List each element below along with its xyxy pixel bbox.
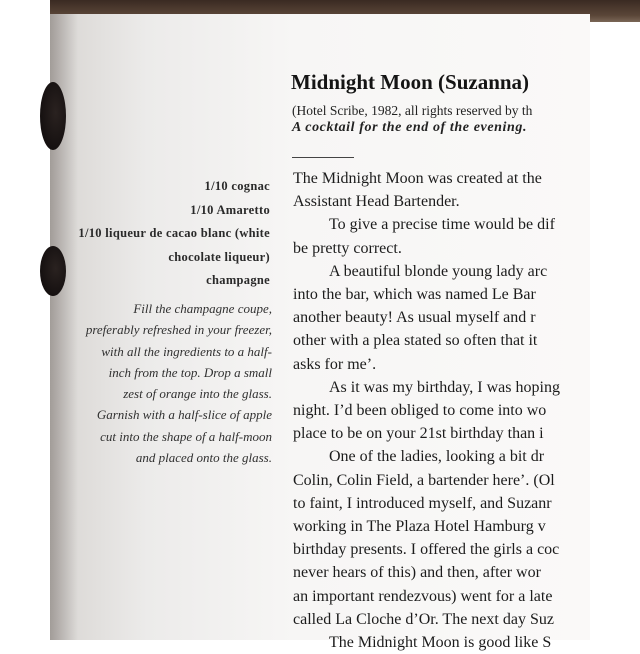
ingredient-line: chocolate liqueur) [168,249,270,264]
body-line: As it was my birthday, I was hoping [329,378,560,396]
body-line: working in The Plaza Hotel Hamburg v [293,518,546,536]
body-line: place to be on your 21st birthday than i [293,425,544,443]
body-line: A beautiful blonde young lady arc [329,262,548,280]
ingredient-line: 1/10 cognac [204,179,270,193]
body-line: asks for me’. [293,355,377,373]
recipe-tagline: A cocktail for the end of the evening. [292,120,528,135]
recipe-title: Midnight Moon (Suzanna) [291,70,530,94]
body-line: Colin, Colin Field, a bartender here’. (Ol [293,471,555,489]
story-body-text [293,167,590,654]
body-line: called La Cloche d’Or. The next day Suz [293,610,554,628]
instruction-line: Fill the champagne coupe, [133,301,272,316]
body-line: Assistant Head Bartender. [293,193,460,211]
instruction-line: with all the ingredients to a half- [101,343,272,359]
body-line: One of the ladies, looking a bit dr [329,448,545,466]
body-line: never hears of this) and then, after wor [293,564,541,582]
body-line: other with a plea stated so often that it [293,332,538,350]
instruction-line: inch from the top. Drop a small [108,364,272,380]
instruction-line: and placed onto the glass. [135,450,272,466]
divider-rule [292,157,354,158]
body-line: be pretty correct. [293,239,402,257]
body-line: into the bar, which was named Le Bar [293,286,536,304]
instruction-line: zest of orange into the glass. [123,386,272,402]
body-line: The Midnight Moon was created at the [293,170,542,187]
instruction-line: Garnish with a half-slice of apple [96,407,272,423]
body-line: to faint, I introduced myself, and Suzanr [293,494,552,512]
ingredient-line: 1/10 Amaretto [190,202,270,217]
instruction-line: cut into the shape of a half-moon [100,428,272,444]
ingredient-line: 1/10 liqueur de cacao blanc (white [78,226,270,240]
body-line: night. I’d been obliged to come into wo [293,402,547,420]
recipe-source: (Hotel Scribe, 1982, all rights reserved by th [292,103,533,118]
body-line: To give a precise time would be dif [329,216,555,234]
body-line: The Midnight Moon is good like S [329,634,552,652]
ingredient-list [40,175,270,293]
instruction-line: preferably refreshed in your freezer, [85,322,272,338]
body-line: an important rendezvous) went for a late [293,587,553,605]
binding-ring-top [40,82,66,150]
body-line: birthday presents. I offered the girls a coc [293,541,560,559]
ingredient-line: champagne [206,273,270,287]
body-line: another beauty! As usual myself and r [293,309,536,327]
instructions-block [37,298,272,468]
